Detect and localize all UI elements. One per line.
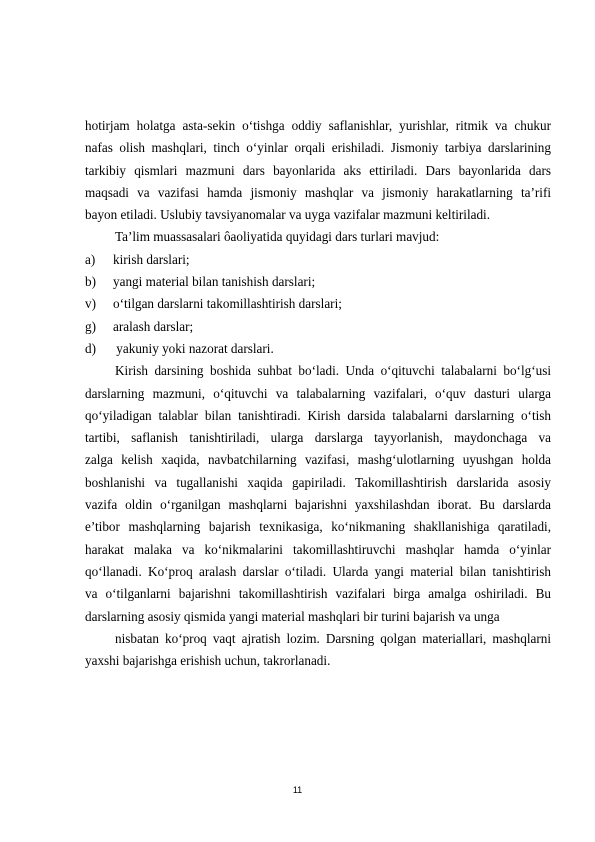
text-line: darslarning asosiy qismida yangi material mashqlari bir turini bajarish va unga [85,608,500,624]
text-line: va o‘tilganlarni bajarishni takomillashtirish vazifalari birga amalga oshiriladi. Bu [85,586,551,602]
list-marker: b) [85,274,96,290]
list-item-text: aralash darslar; [113,318,194,334]
text-line: darslarning mazmuni, o‘qituvchi va talabalarning vazifalari, o‘quv dasturi ularga [85,385,551,401]
list-item [85,249,551,271]
text-line: tarkibiy qismlari mazmuni dars bayonlarida aks ettiriladi. Dars bayonlarida dars [85,162,551,178]
list-item [85,293,551,315]
list-marker: a) [85,251,96,267]
page-number: 11 [292,785,303,795]
paragraph-1 [85,115,551,226]
text-line: hotirjam holatga asta-sekin o‘tishga oddiy saflanishlar, yurishlar, ritmik va chukur [85,118,551,133]
text-line: nisbatan ko‘proq vaqt ajratish lozim. Darsning qolgan materiallari, mashqlarni [115,630,551,646]
text-line: maqsadi va vazifasi hamda jismoniy mashqlar va jismoniy harakatlarning ta’rifi [85,184,551,200]
text-line: qo‘llanadi. Ko‘proq aralash darslar o‘tiladi. Ularda yangi material bilan tanishtirish [85,563,551,579]
list-item-text: yangi material bilan tanishish darslari; [113,274,316,290]
list-marker: v) [85,296,96,312]
text-line: yaxshi bajarishga erishish uchun, takrorlanadi. [85,653,331,669]
list-marker: g) [85,318,96,334]
paragraph-2 [85,360,551,628]
text-line: bayon etiladi. Uslubiy tavsiyanomalar va uyga vazifalar mazmuni keltiriladi. [85,207,491,223]
list-item [85,316,551,338]
list-marker: d) [85,340,96,356]
text-line: Kirish darsining boshida suhbat bo‘ladi. Unda o‘qituvchi talabalarni bo‘lg‘usi [115,363,551,379]
paragraph-3 [85,628,551,673]
lesson-types-list [85,249,551,360]
list-item-text: kirish darslari; [113,251,190,267]
text-line: nafas olish mashqlari, tinch o‘yinlar orqali erishiladi. Jismoniy tarbiya darslarining [85,140,551,156]
list-item-text: yakuniy yoki nazorat darslari. [113,340,274,356]
list-intro: Ta’lim muassasalari ôaoliyatida quyidagi dars turlari mavjud: [115,229,440,245]
text-line: harakat malaka va ko‘nikmalarini takomillashtiruvchi mashqlar hamda o‘yinlar [85,541,551,557]
text-line: zalga kelish xaqida, navbatchilarning vazifasi, mashg‘ulotlarning uyushgan holda [85,452,551,468]
list-item-text: o‘tilgan darslarni takomillashtirish darslari; [113,296,342,312]
text-line: e’tibor mashqlarning bajarish texnikasiga, ko‘nikmaning shakllanishiga qaratiladi, [85,519,551,535]
document-page [85,115,551,672]
text-line: qo‘yiladigan talablar bilan tanishtiradi. Kirish darsida talabalarni darslarning o‘tish [85,407,551,423]
text-line: vazifa oldin o‘rganilgan mashqlarni bajarishni yaxshilashdan iborat. Bu darslarda [85,497,551,513]
text-line: tartibi, saflanish tanishtiriladi, ularga darslarga tayyorlanish, maydonchaga va [85,430,551,446]
text-line: boshlanishi va tugallanishi xaqida gapiriladi. Takomillashtirish darslarida asosiy [85,474,551,490]
list-item [85,338,551,360]
list-item [85,271,551,293]
